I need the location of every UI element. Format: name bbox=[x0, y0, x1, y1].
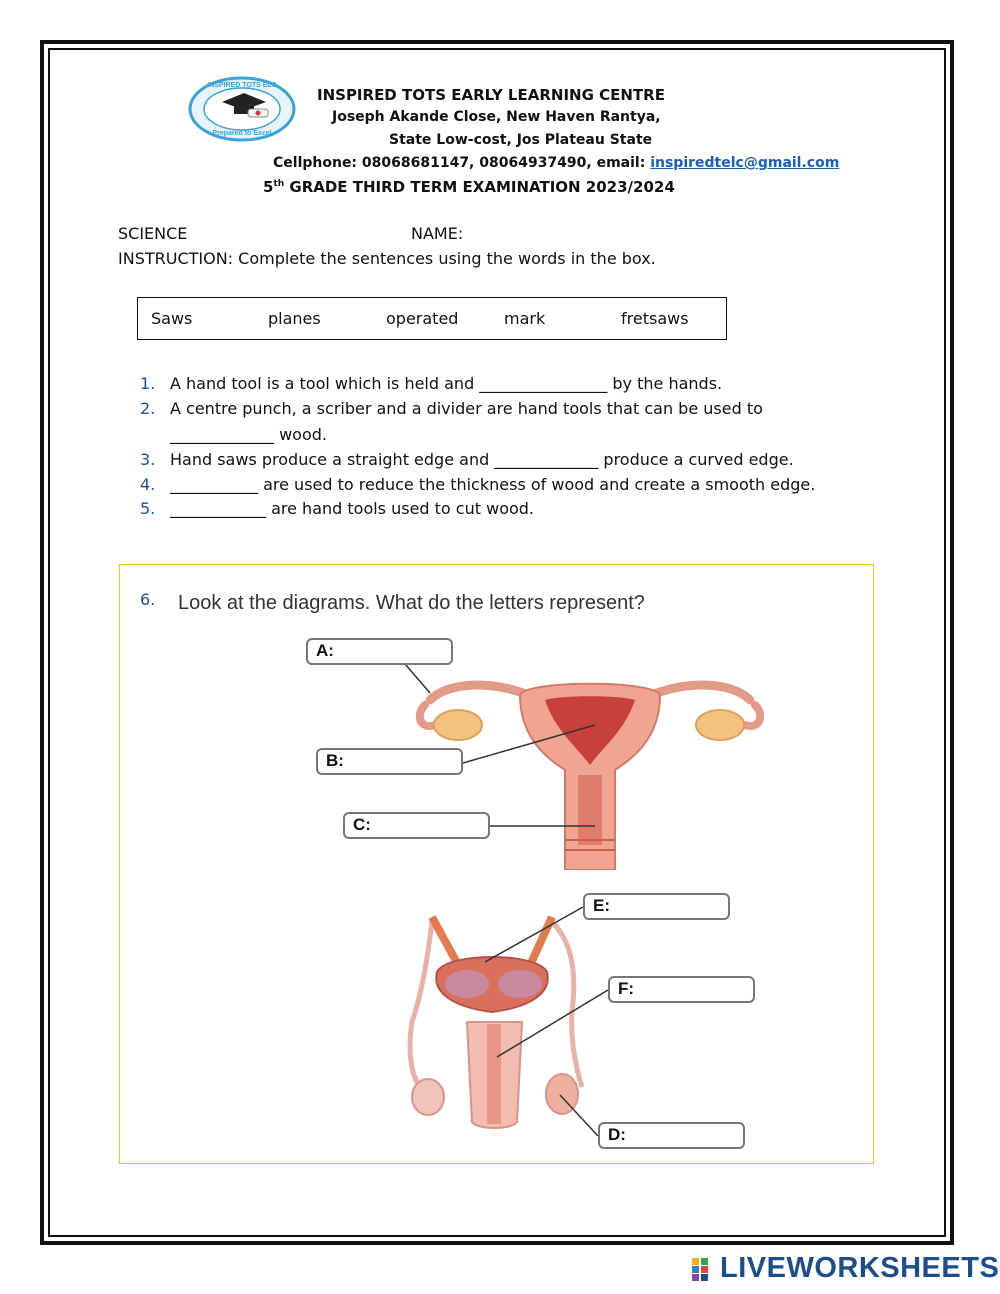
question-5-text: ____________ are hand tools used to cut wood. bbox=[170, 499, 535, 518]
label-a-box[interactable]: A: bbox=[306, 638, 453, 665]
question-2-number: 2. bbox=[140, 399, 156, 418]
word-fretsaws: fretsaws bbox=[621, 309, 689, 328]
question-2-text-cont: _____________ wood. bbox=[170, 425, 327, 444]
label-d-box[interactable]: D: bbox=[598, 1122, 745, 1149]
question-3-number: 3. bbox=[140, 450, 156, 469]
word-mark: mark bbox=[504, 309, 546, 328]
label-b-box[interactable]: B: bbox=[316, 748, 463, 775]
question-6-number: 6. bbox=[140, 590, 156, 609]
question-4-number: 4. bbox=[140, 475, 156, 494]
exam-title-text: GRADE THIRD TERM EXAMINATION 2023/2024 bbox=[284, 178, 675, 196]
logo-top-text: INSPIRED TOTS ELC bbox=[207, 82, 277, 89]
question-1-text: A hand tool is a tool which is held and ________________ by the hands. bbox=[170, 374, 723, 393]
exam-grade-sup: th bbox=[273, 179, 285, 189]
address-line-1: Joseph Akande Close, New Haven Rantya, bbox=[332, 109, 661, 125]
label-c-box[interactable]: C: bbox=[343, 812, 490, 839]
logo-bottom-text: Prepared to Excel bbox=[212, 130, 272, 137]
phone-text: Cellphone: 08068681147, 08064937490, email: bbox=[273, 155, 651, 171]
instruction-text: INSTRUCTION: Complete the sentences using the words in the box. bbox=[118, 249, 656, 268]
exam-grade: 5 bbox=[263, 178, 274, 196]
question-1-number: 1. bbox=[140, 374, 156, 393]
question-2-text: A centre punch, a scriber and a divider are hand tools that can be used to bbox=[170, 399, 763, 418]
subject-label: SCIENCE bbox=[118, 224, 188, 243]
question-4-text: ___________ are used to reduce the thickness of wood and create a smooth edge. bbox=[170, 475, 816, 494]
question-5-number: 5. bbox=[140, 499, 156, 518]
address-line-2: State Low-cost, Jos Plateau State bbox=[389, 132, 653, 148]
word-saws: Saws bbox=[151, 309, 193, 328]
word-planes: planes bbox=[268, 309, 321, 328]
label-f-box[interactable]: F: bbox=[608, 976, 755, 1003]
word-operated: operated bbox=[386, 309, 459, 328]
school-name: INSPIRED TOTS EARLY LEARNING CENTRE bbox=[317, 86, 665, 104]
email-link[interactable]: inspiredtelc@gmail.com bbox=[650, 155, 840, 171]
question-3-text: Hand saws produce a straight edge and _____________ produce a curved edge. bbox=[170, 450, 794, 469]
liveworksheets-logo-icon bbox=[692, 1258, 718, 1282]
question-6-prompt: Look at the diagrams. What do the letters represent? bbox=[178, 592, 645, 614]
name-label: NAME: bbox=[411, 224, 464, 243]
liveworksheets-brand[interactable]: LIVEWORKSHEETS bbox=[720, 1252, 1000, 1284]
label-e-box[interactable]: E: bbox=[583, 893, 730, 920]
